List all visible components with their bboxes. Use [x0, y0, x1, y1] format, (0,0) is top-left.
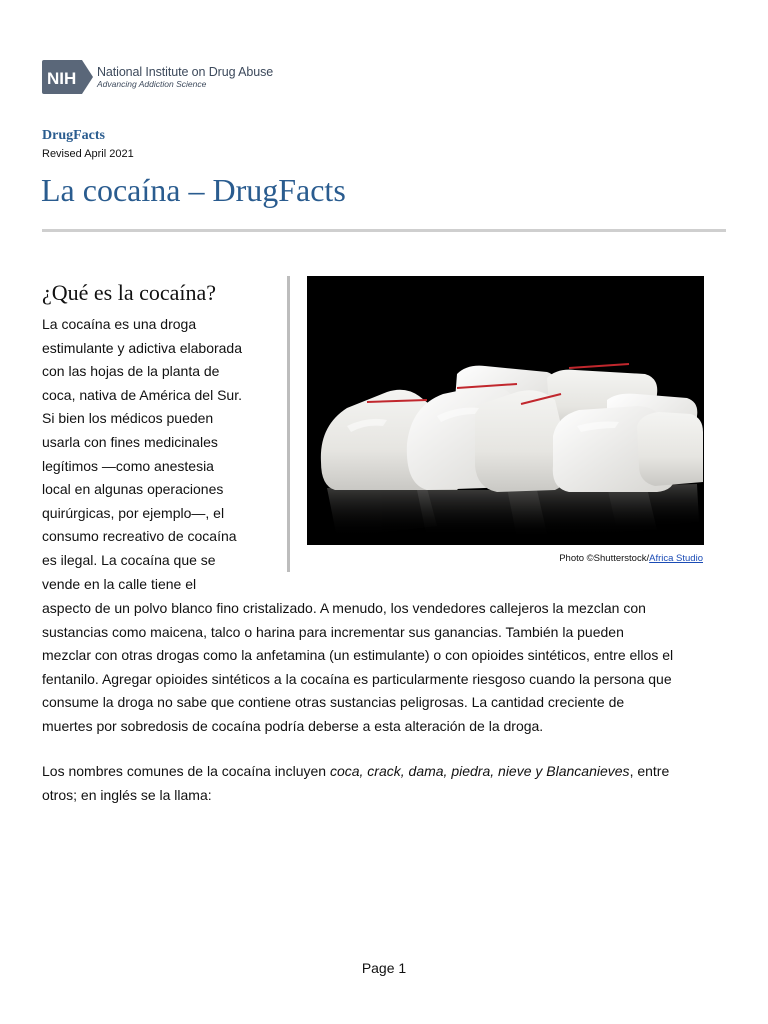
text-line: fentanilo. Agregar opioides sintéticos a la cocaína es particularmente riesgoso cuando la persona que [42, 670, 672, 687]
text-line: aspecto de un polvo blanco fino cristalizado. A menudo, los vendedores callejeros la mezclan con [42, 600, 646, 616]
common-names-list: coca, crack, dama, piedra, nieve y Blancanieves [329, 763, 630, 779]
text-line: muertes por sobredosis de cocaína podría deberse a esta alteración de la droga. [42, 717, 544, 734]
text-line: La cocaína es una droga [42, 316, 197, 332]
text-line: sustancias como maicena, talco o harina para incrementar sus ganancias. También la pueden [42, 623, 624, 640]
intro-text-wide [42, 597, 732, 739]
column-divider [287, 276, 290, 572]
org-tagline: Advancing Addiction Science [97, 79, 207, 89]
title-divider [42, 229, 726, 232]
page-number: Page 1 [361, 960, 407, 976]
page-title: La cocaína – DrugFacts [41, 172, 346, 208]
text-line: mezclar con otras drogas como la anfetamina (un estimulante) o con opioides sintéticos, entre ellos el [42, 647, 674, 664]
text-line: consumo recreativo de cocaína [42, 528, 237, 545]
photo-credit: Photo ©Shutterstock/Africa Studio [559, 553, 703, 564]
text-line: coca, nativa de América del Sur. [42, 386, 242, 403]
svg-text:NIH: NIH [47, 69, 77, 88]
org-name: National Institute on Drug Abuse [97, 65, 274, 79]
common-names-paragraph: Los nombres comunes de la cocaína incluyen coca, crack, dama, piedra, nieve y Blancanieves, entre otros; en inglés se la llama: [42, 763, 670, 803]
section-heading: ¿Qué es la cocaína? [42, 280, 217, 305]
text-line: Si bien los médicos pueden [42, 410, 214, 427]
text-line: con las hojas de la planta de [42, 363, 220, 380]
text-line: local en algunas operaciones [42, 481, 224, 498]
text-line: es ilegal. La cocaína que se [42, 551, 216, 568]
text-line: quirúrgicas, por ejemplo—, el [42, 504, 225, 521]
text-line: estimulante y adictiva elaborada [42, 339, 243, 356]
text-line: consume la droga no sabe que contiene otras sustancias peligrosas. La cantidad creciente de [42, 694, 625, 711]
photo-credit-link[interactable]: Africa Studio [649, 553, 703, 564]
revised-date: Revised April 2021 [42, 148, 134, 160]
nida-logo [42, 60, 273, 94]
cocaine-bags-photo [307, 276, 704, 545]
series-label: DrugFacts [42, 128, 105, 143]
text-line: legítimos —como anestesia [42, 457, 214, 474]
text-line: usarla con fines medicinales [42, 433, 218, 450]
nih-logo-icon [42, 60, 93, 94]
text-line: vende en la calle tiene el [42, 575, 197, 592]
intro-text-narrow [42, 313, 274, 596]
